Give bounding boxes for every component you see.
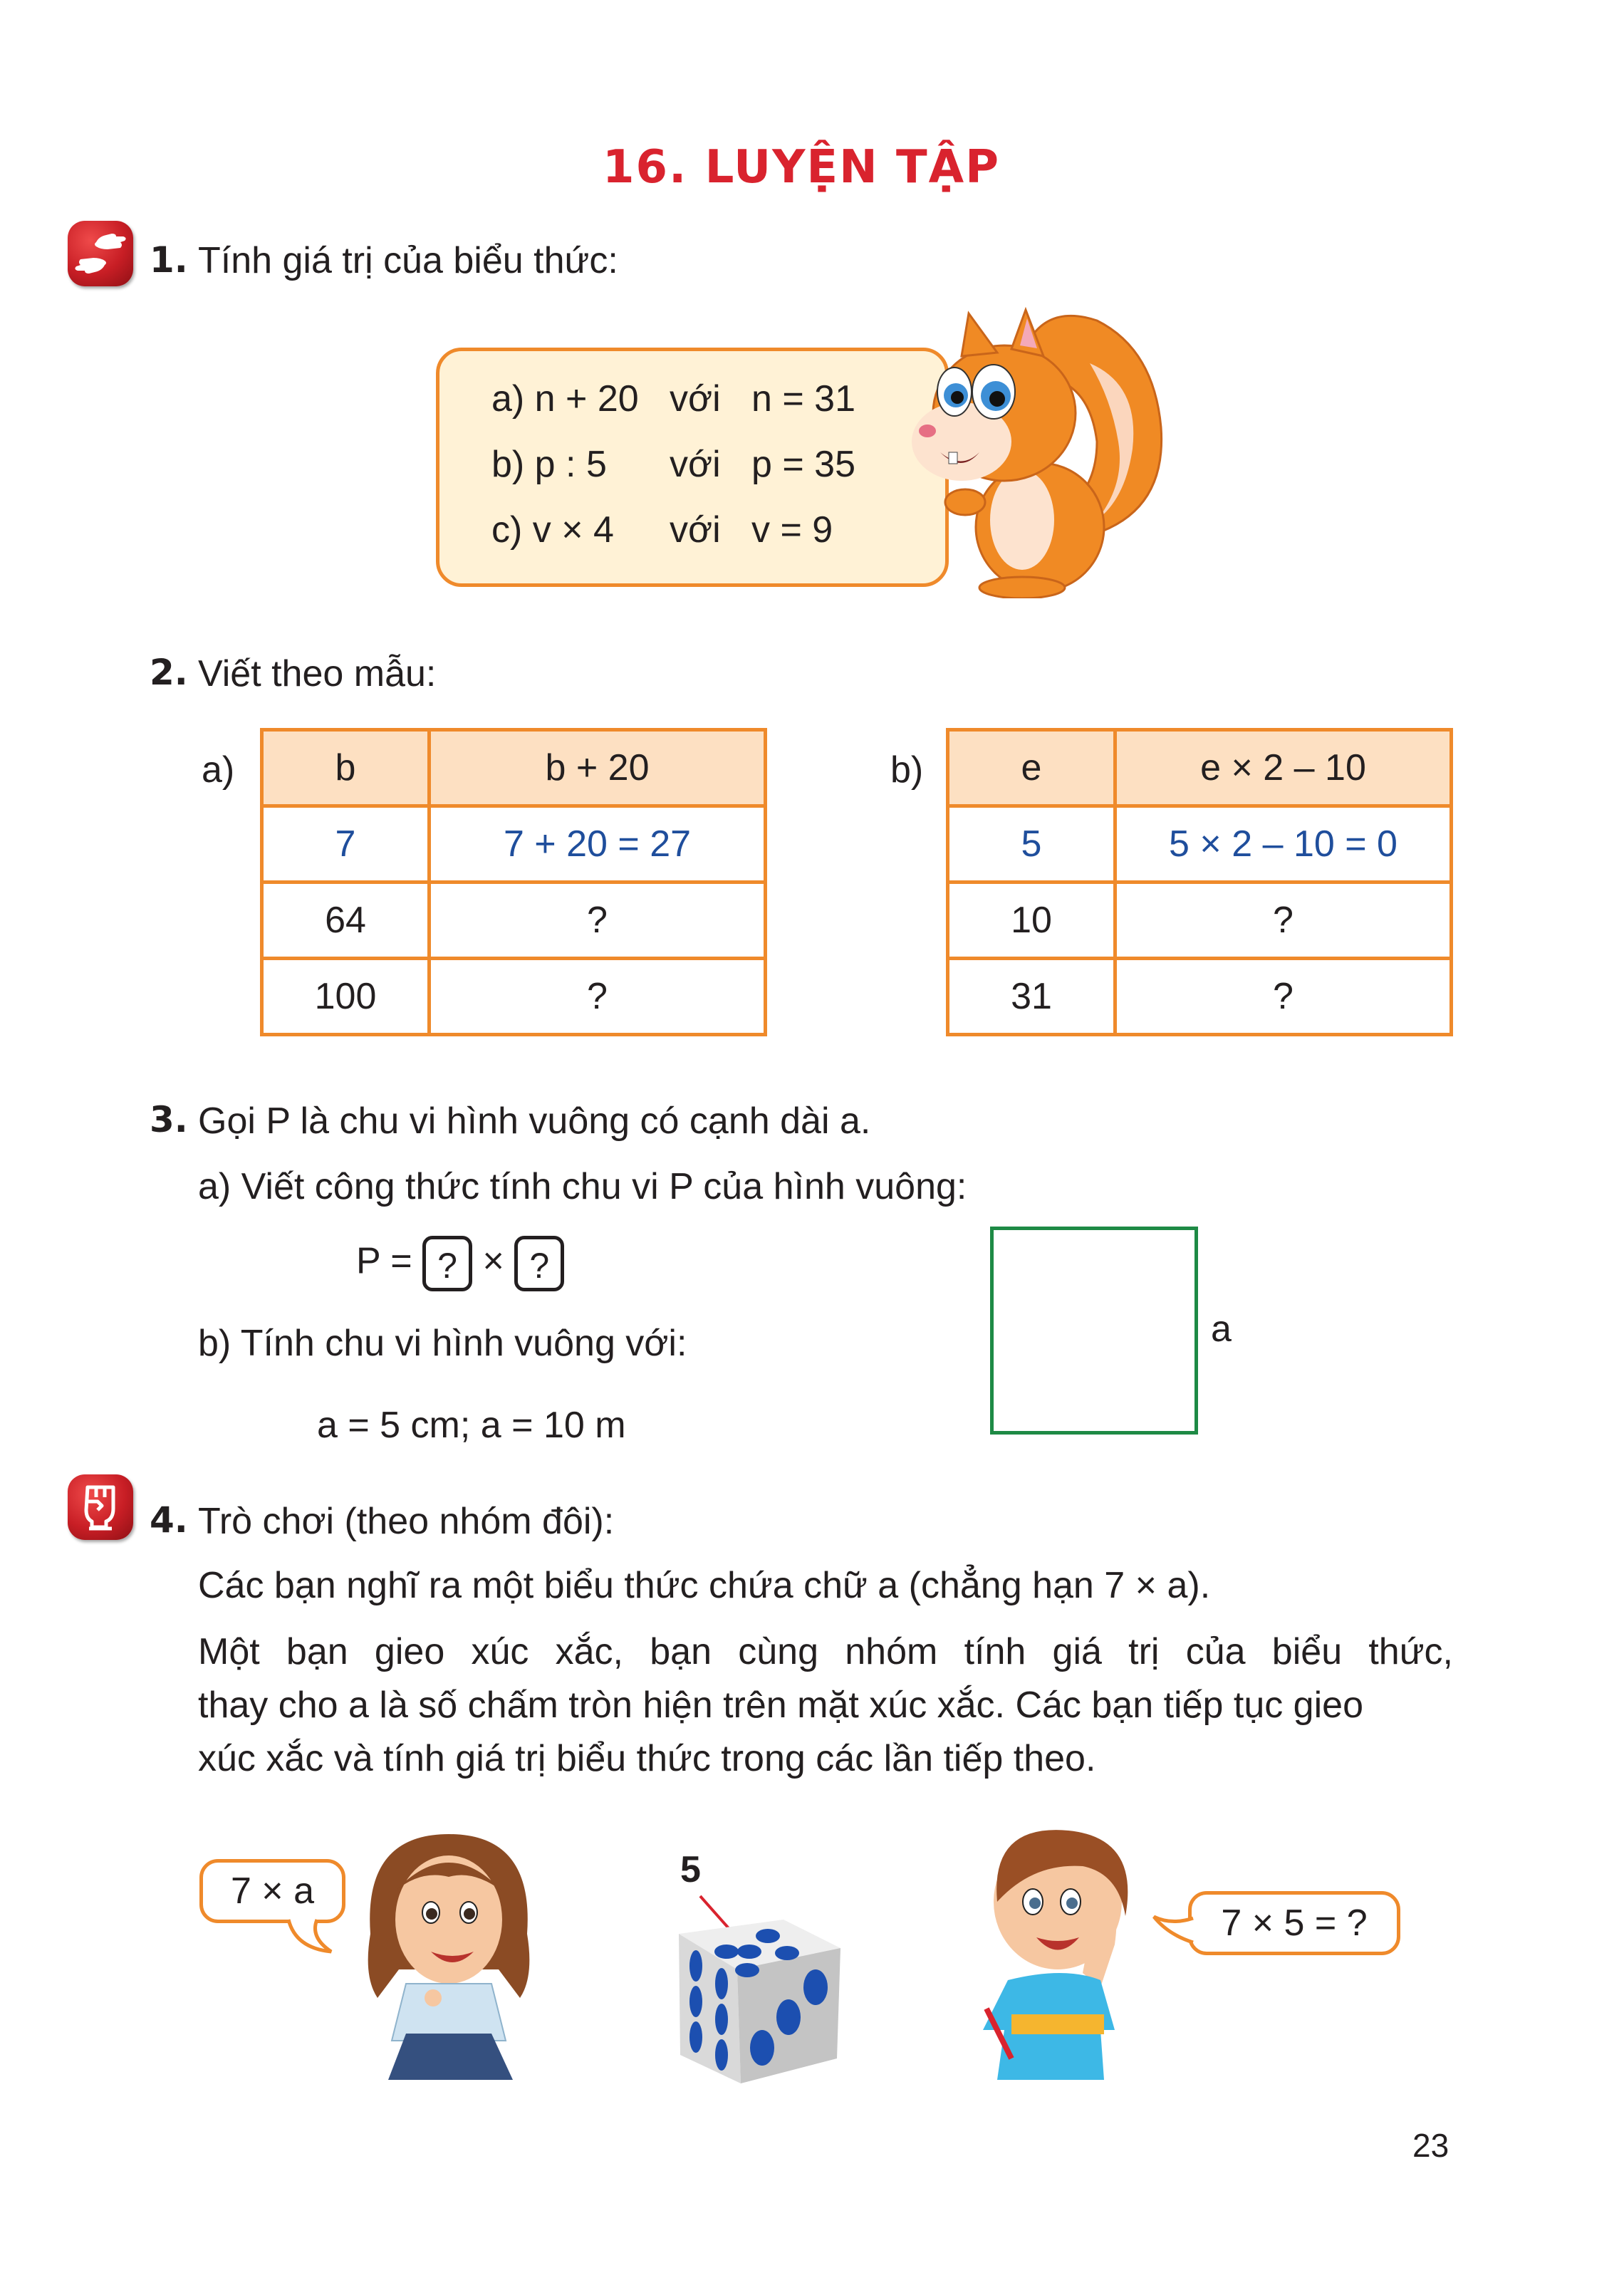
value-cell: 100 <box>262 959 430 1035</box>
example-cell: 5 × 2 – 10 = 0 <box>1115 806 1452 883</box>
exercise-2-prompt: Viết theo mẫu: <box>198 653 437 694</box>
answer-cell[interactable]: ? <box>1115 959 1452 1035</box>
formula-blank[interactable]: ? <box>422 1236 472 1291</box>
square-side-label: a <box>1211 1308 1232 1350</box>
expression-item-a <box>491 378 855 420</box>
lesson-title: 16. LUYỆN TẬP <box>602 141 1001 194</box>
squirrel-illustration <box>897 306 1182 598</box>
expression-label: c) v × 4 <box>491 509 614 551</box>
exercise-4-paragraph-2-line: Một bạn gieo xúc xắc, bạn cùng nhóm tính giá trị của biểu thức, <box>198 1631 1453 1672</box>
value-cell: 10 <box>948 883 1115 959</box>
dice-label: 5 <box>680 1849 701 1890</box>
table-a-label: a) <box>202 749 235 791</box>
answer-cell[interactable]: ? <box>1115 883 1452 959</box>
girl-speech-text: 7 × a <box>230 1870 315 1912</box>
square-figure <box>990 1227 1198 1435</box>
expression-value: n = 31 <box>751 378 856 420</box>
exercise-3-prompt: Gọi P là chu vi hình vuông có cạnh dài a. <box>198 1100 871 1142</box>
header-cell: e × 2 – 10 <box>1115 730 1452 806</box>
exercise-1-prompt: Tính giá trị của biểu thức: <box>198 240 618 281</box>
table-row <box>948 806 1452 883</box>
expression-item-b <box>491 443 855 486</box>
page-number: 23 <box>1412 2127 1449 2164</box>
example-cell: 7 <box>262 806 430 883</box>
table-b <box>946 728 1453 1036</box>
value-cell: 31 <box>948 959 1115 1035</box>
example-cell: 7 + 20 = 27 <box>430 806 766 883</box>
table-row <box>948 883 1452 959</box>
exercise-1-number: 1. <box>150 239 188 281</box>
example-cell: 5 <box>948 806 1115 883</box>
with-word: với <box>670 378 721 420</box>
expression-value: p = 35 <box>751 444 856 485</box>
answer-cell[interactable]: ? <box>430 883 766 959</box>
hands-pair-icon <box>68 221 133 286</box>
boy-speech-bubble <box>1188 1891 1400 1955</box>
exercise-3-part-b: b) Tính chu vi hình vuông với: <box>198 1323 687 1364</box>
value-cell: 64 <box>262 883 430 959</box>
expression-value: v = 9 <box>751 509 833 551</box>
exercise-4-paragraph-2-line: xúc xắc và tính giá trị biểu thức trong các lần tiếp theo. <box>198 1738 1096 1779</box>
exercise-4-prompt: Trò chơi (theo nhóm đôi): <box>198 1501 615 1542</box>
table-row <box>262 959 766 1035</box>
formula-lhs: P = <box>356 1240 412 1282</box>
table-row <box>262 806 766 883</box>
answer-cell[interactable]: ? <box>430 959 766 1035</box>
with-word: với <box>670 444 721 485</box>
with-word: với <box>670 509 721 551</box>
table-b-label: b) <box>890 749 924 791</box>
exercise-4-number: 4. <box>150 1499 188 1541</box>
boy-speech-text: 7 × 5 = ? <box>1221 1902 1368 1944</box>
expression-item-c <box>491 509 833 551</box>
dice-illustration <box>666 1880 851 2083</box>
boy-bubble-tail <box>1147 1912 1197 1948</box>
exercise-4-paragraph-1: Các bạn nghĩ ra một biểu thức chứa chữ a (chẳng hạn 7 × a). <box>198 1565 1211 1606</box>
girl-illustration <box>356 1827 541 2080</box>
table-row <box>262 883 766 959</box>
formula-operator: × <box>482 1240 504 1282</box>
exercise-4-paragraph-2-line: thay cho a là số chấm tròn hiện trên mặt xúc xắc. Các bạn tiếp tục gieo <box>198 1685 1363 1726</box>
table-row <box>948 959 1452 1035</box>
exercise-3-number: 3. <box>150 1099 188 1140</box>
header-cell: e <box>948 730 1115 806</box>
formula <box>356 1236 564 1291</box>
exercise-3-part-a: a) Viết công thức tính chu vi P của hình vuông: <box>198 1166 967 1207</box>
table-header-row <box>948 730 1452 806</box>
exercise-2-number: 2. <box>150 652 188 693</box>
expression-label: a) n + 20 <box>491 378 639 420</box>
girl-speech-bubble <box>199 1859 345 1923</box>
table-a <box>260 728 767 1036</box>
table-header-row <box>262 730 766 806</box>
boy-illustration <box>979 1823 1157 2080</box>
formula-blank[interactable]: ? <box>514 1236 564 1291</box>
girl-bubble-tail <box>285 1916 342 1959</box>
header-cell: b <box>262 730 430 806</box>
fist-icon <box>68 1474 133 1540</box>
header-cell: b + 20 <box>430 730 766 806</box>
exercise-3-values: a = 5 cm; a = 10 m <box>317 1405 626 1446</box>
expression-label: b) p : 5 <box>491 444 607 485</box>
